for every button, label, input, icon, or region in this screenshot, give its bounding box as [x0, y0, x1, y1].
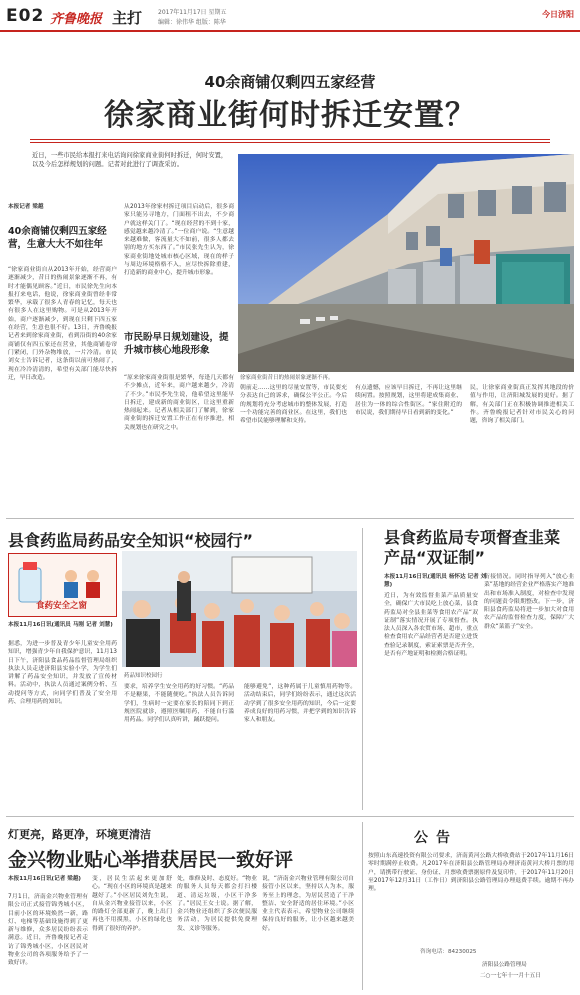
story2-byline: 本报11月16日讯(通讯员 马刚 记者 刘慧)	[8, 622, 113, 628]
classroom-photo	[122, 551, 357, 667]
story1-col3: “原来徐家商业街很是繁华，每逢几天都有不少摊点，近年来，商户越来越少，冷清了不少。”市民李先生说，他希望这里能早日拆迁，建成新的商业街区，让这里重新热闹起来。记者从相关部门了解到，徐家商业街的拆迁安置工作正在有序推进，相关规划也在研究之中。	[124, 375, 234, 431]
story3-col1: 近日，为有效监督韭菜产品质量安全，确保广大市民吃上放心菜，县食药监局对全县韭菜等食用农产品“双证制”落实情况开展了专项督查。执法人员深入各农贸市场、超市，重点检查食用农产品经营者是否建立进货查验记录制度，索证索票是否齐全，是否有产地证明和检测合格证明。	[384, 593, 478, 658]
story4-col3: 处，维修及时、态度好。“物业的服务人员每天都会打扫楼道、清运垃圾，小区干净多了。”居民王女士说。据了解，金兴物业还组织了多次便民服务活动，为居民提供免费理发、义诊等服务。	[177, 876, 257, 932]
divider	[6, 816, 574, 817]
notice-date: 二○一七年十一月十五日	[480, 973, 541, 979]
story1-subhead-1: 40余商铺仅剩四五家经营，生意大大不如往年	[8, 226, 107, 250]
issue-date: 2017年11月17日 星期五	[158, 9, 227, 16]
notice-contact: 咨询电话：84230025	[420, 949, 477, 955]
story1-kicker: 40余商铺仅剩四五家经营	[204, 73, 376, 91]
section-name: 主打	[112, 9, 143, 27]
story4-col1: 7月1日，济南金兴物业管理有限公司正式接管锦秀城小区，目前小区的环境焕然一新，路灯、电梯等基础设施得到了更新与维修，众多居民纷纷表示满意。近日，齐鲁晚报记者走访了锦秀城小区，小区居民对物业公司的各项服务给予了一致好评。	[8, 894, 88, 967]
story4-byline: 本报11月16日讯(记者 梁越)	[8, 876, 81, 882]
divider	[362, 528, 363, 810]
divider	[362, 822, 363, 990]
story1-title: 徐家商业街何时拆迁安置？	[104, 98, 476, 133]
story3-byline: 本报11月16日讯(通讯员 杨怀达 记者 刘慧)	[384, 574, 487, 589]
edition-name: 今日济阳	[542, 10, 574, 19]
divider	[6, 518, 574, 519]
story4-col4: 说，“济南金兴物业管理有限公司自接管小区以来，坚持以人为本，服务至上的理念，为居民营造了干净整洁、安全舒适的居住环境。”小区业主代表表示，希望物业公司继续保持良好的服务，让小区越来越美好。	[262, 876, 354, 932]
story1-col4: 朝前走……这里的尽量安置等，市民要充分表达自己的诉求，确保公平公正。今后的规划将充分考虑城市的整体发展，打造一个功能完善的商业区。在这里，我们也希望市民能够理解和支持。	[240, 385, 347, 425]
photo-caption: 徐家商业街昔日的热闹景象逐渐不再。	[240, 375, 334, 381]
story4-title: 金兴物业贴心举措获居民一致好评	[8, 849, 294, 871]
food-safety-label: 食药安全之窗	[36, 601, 88, 611]
story1-lead: 近日，一些市民给本报打来电话询问徐家商业街何时拆迁，何时安置，以及今后怎样规划的问题。记者对此进行了调查采访。	[32, 152, 228, 168]
story1-col2: 从2013年徐家村拆迁项目启动后，很多商家只能另寻地方，门面租不出去，不少商户就这样关门了。“现在经营的不到十家，感觉越来越冷清了。”一位商户说。“生意越来越难做，客流量大不如前，很多人都去别的地方买东西了。”市民张先生认为，徐家商业街地处城市核心区域，现在的样子与周边环境格格不入，应尽快拆除重建，打造新的商业中心，提升城市形象。	[124, 204, 234, 277]
masthead-logo: 齐鲁晚报	[50, 12, 103, 27]
story1-byline: 本报记者 梁越	[8, 204, 44, 210]
story1-subhead-2: 市民盼早日规划建设，提升城市核心地段形象	[124, 332, 229, 356]
story3-col2: 衔接情况。同时指导列入“放心韭菜”基地的经营企业严格落实产地准出和市场准入制度，对检查中发现的问题责令限期整改。下一步，济阳县食药监局将进一步加大对食用农产品的监督检查力度，保障广大群众“菜篮子”安全。	[484, 574, 574, 630]
page-number: E02	[6, 6, 45, 26]
notice-body: 按照山东高速投资有限公司要求，济南黄河公路大桥收费站于2017年11月16日零时期满停止收费。凡2017年在济阳县公路管理局办理济南黄河大桥月票的用户，请携带行驶证、身份证、月票收费票据原件及复印件，于2017年11月20日至2017年12月31日（工作日）到济阳县公路管理局办理退费手续。逾期不再办理。	[368, 853, 574, 893]
story1-col6: 民，让徐家商业街真正发挥其地段的价值与作用，让济阳城发展的更好。据了解，有关部门正在积极协调推进相关工作。齐鲁晚报记者针对市民关心的问题，咨询了相关部门。	[470, 385, 574, 425]
story4-kicker: 灯更亮，路更净，环境更清洁	[8, 828, 151, 841]
street-photo	[238, 154, 574, 372]
photo-caption: 药品知识校园行	[124, 673, 163, 679]
story4-col2: 变，居民生活起来更加舒心。“现在小区的环境真是越来越好了。”小区居民刘先生说，自从金兴物业接管以来，小区的路灯全部更新了，晚上出门再也不用摸黑，小区的绿化也得到了很好的养护。	[92, 876, 172, 932]
story1-col1: “徐家商业街自从2013年开始，经营商户逐渐减少，昔日的热闹景象逐渐不再，有时才能偶见顾客。”近日，市民徐先生向本报打来电话，他说，徐家商业街曾经非常繁华，承载了很多人青春的记忆，每天也有很多人在这里购物。可是从2013年开始，商户逐渐减少，到现在只剩下四五家在经营，生意也很不好。13日，齐鲁晚报记者来到徐家商业街，看到沿街的40余家商铺仅有四五家还在营业，其他商铺卷帘门紧闭，门外杂物堆放，一片冷清。市民刘女士告诉记者，这条街以前可热闹了，现在冷冷清清的，希望有关部门能尽快拆迁，早日改造。	[8, 267, 117, 381]
story2-title: 县食药监局药品安全知识“校园行”	[8, 531, 254, 550]
story2-col1: 据悉，为进一步普及青少年儿童安全用药知识，增强青少年自我保护意识，11月13日下午，济阳县食品药品监督管理局组织执法人员走进济阳县实验小学，为学生们讲解了药品安全知识，并发放了宣传材料。活动中，执法人员通过案例分析、互动提问等方式，向同学们普及了安全用药、合理用药的知识。	[8, 641, 117, 706]
notice-title: 公告	[414, 830, 458, 846]
story2-col3: 能够避免”，这种药属于儿童慎用药物等。活动结束后，同学们纷纷表示，通过这次活动学到了很多安全用药的知识，今后一定要养成良好的用药习惯，并把学到的知识告诉家人和朋友。	[244, 684, 356, 724]
story2-col2: 要求，培养学生安全用药的好习惯。“药品不是糖果，不能随便吃。”执法人员告诉同学们，生病时一定要在家长的陪同下到正规医院就诊，遵照医嘱用药，不能自行滥用药品。同学们认真听讲，踊跃提问。	[124, 684, 234, 724]
notice-signer: 济阳县公路管理局	[482, 962, 527, 968]
divider	[30, 139, 550, 140]
divider	[30, 142, 550, 143]
story1-col5: 有点遗憾，应该早日拆迁，不再让这里继续闲置。按照规划，这里将建成集商业、居住为一体的综合性街区。“家住附近的市民说，我们期待早日看到新的变化。”	[355, 385, 462, 416]
page-header	[0, 0, 580, 32]
story3-title: 县食药监局专项督查韭菜产品“双证制”	[384, 528, 561, 567]
editor-credits: 编辑：徐伟华 组版：陈华	[158, 19, 226, 26]
